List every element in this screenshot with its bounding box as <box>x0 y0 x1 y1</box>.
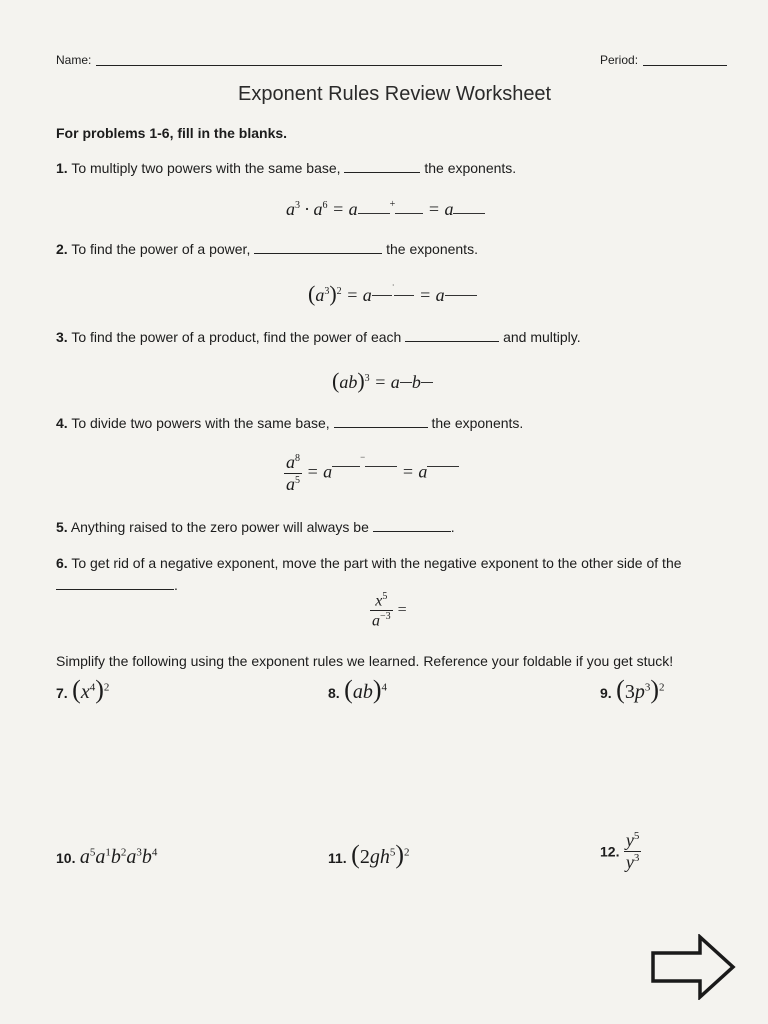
question-2: 2. To find the power of a power, the exponents. <box>56 241 478 257</box>
answer-blank-1[interactable] <box>344 160 420 173</box>
question-6: 6. To get rid of a negative exponent, move the part with the negative exponent to the other side of the <box>56 555 682 571</box>
name-label: Name: <box>56 53 92 67</box>
formula-6: $\frac{x^5}{a^{-3}}$ = <box>372 591 408 630</box>
formula-4: $\frac{a^8}{a^5}$ = a− = a <box>284 452 459 495</box>
formula-3: (ab)$^3$ = a b <box>332 368 433 394</box>
period-label: Period: <box>600 53 639 67</box>
answer-blank-6[interactable] <box>56 577 174 590</box>
question-3: 3. To find the power of a product, find the power of each and multiply. <box>56 329 581 345</box>
problem-10: 10. $a^5a^1b^2a^3b^4$ <box>56 846 158 868</box>
question-6-blank-line: . <box>56 577 178 593</box>
instructions: For problems 1-6, fill in the blanks. <box>56 125 288 141</box>
page-title: Exponent Rules Review Worksheet <box>238 83 552 105</box>
problem-7: 7. $(x^4)^2$ <box>56 675 110 704</box>
formula-2: $(a^3)^2 = a$ · = a <box>308 281 477 307</box>
name-field[interactable] <box>96 53 502 66</box>
simplify-instructions: Simplify the following using the exponent rules we learned. Reference your foldable if you get stuck! <box>56 653 674 669</box>
problem-11: 11. $(2gh^5)^2$ <box>328 840 410 869</box>
answer-blank-2[interactable] <box>254 241 382 254</box>
formula-1: $a^3 \cdot a^6 = a$ + = a <box>286 199 485 220</box>
right-arrow-outline-icon[interactable] <box>650 934 736 1005</box>
answer-blank-3[interactable] <box>405 329 499 342</box>
problem-9: 9. $(3p^3)^2$ <box>600 675 665 704</box>
answer-blank-5[interactable] <box>373 519 451 532</box>
problem-8: 8. (ab)$^4$ <box>328 675 387 704</box>
period-field[interactable] <box>643 53 727 66</box>
question-1: 1. To multiply two powers with the same base, the exponents. <box>56 160 517 176</box>
question-5: 5. Anything raised to the zero power will always be . <box>56 519 455 535</box>
problem-12: 12. $\frac{y^5}{y^3}$ <box>600 830 640 872</box>
answer-blank-4[interactable] <box>334 415 428 428</box>
question-4: 4. To divide two powers with the same base, the exponents. <box>56 415 524 431</box>
